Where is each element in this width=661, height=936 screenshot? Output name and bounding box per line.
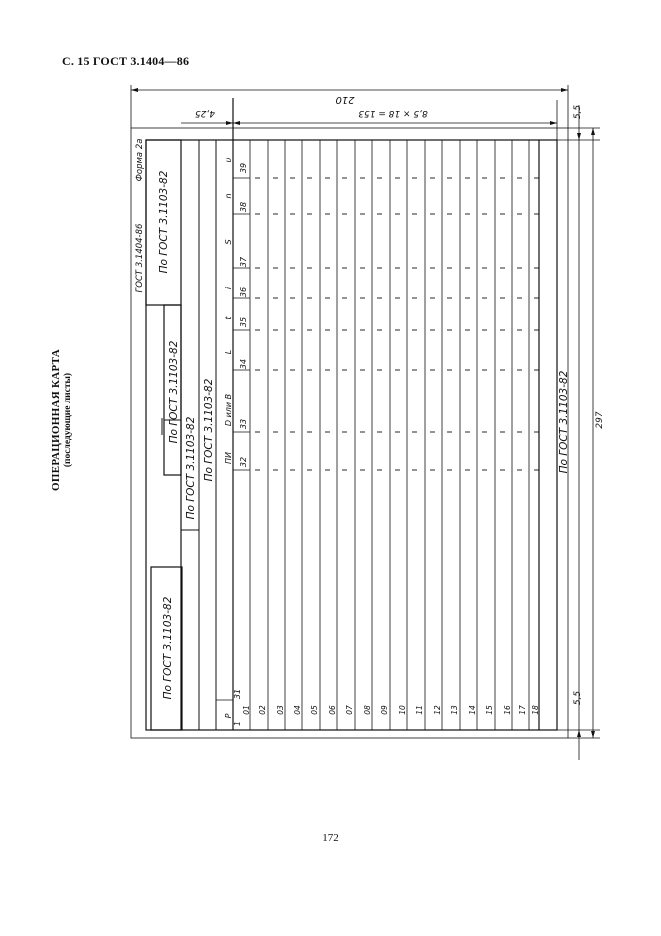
row-label: 06 [328, 705, 337, 715]
col-header-l: L [224, 349, 233, 355]
col-header-v: υ [224, 157, 233, 163]
arrow-1 [131, 88, 138, 92]
col-header-35: 35 [239, 316, 248, 328]
form-lines [131, 85, 600, 760]
arrow-2 [561, 88, 568, 92]
dim-arrows [131, 88, 595, 738]
cell-dashes [255, 178, 539, 470]
ref-top-block: По ГОСТ 3.1103-82 [158, 170, 170, 274]
col-header-d: D или В [224, 393, 233, 427]
row-label: 15 [485, 705, 494, 715]
arrow-8 [577, 133, 581, 140]
document-subtitle: (последующие листы) [63, 372, 73, 468]
ref-step-block-2: По ГОСТ 3.1103-82 [185, 416, 197, 520]
row-label: 03 [276, 705, 285, 715]
col-header-31: 31 [233, 688, 242, 700]
col-header-s: S [224, 239, 233, 245]
arrow-7 [591, 731, 595, 738]
ref-left-block: По ГОСТ 3.1103-82 [162, 596, 174, 700]
document-title: ОПЕРАЦИОННАЯ КАРТА [50, 348, 62, 492]
col-header-34: 34 [239, 358, 248, 370]
col-header-38: 38 [239, 201, 248, 213]
ref-step-block-3: По ГОСТ 3.1103-82 [203, 378, 215, 482]
row-label: 12 [433, 705, 442, 715]
arrow-4 [550, 121, 557, 125]
arrow-6 [591, 128, 595, 135]
row-label: 08 [363, 705, 372, 715]
row-label: 16 [503, 705, 512, 715]
dim-text-bottom-margin: 5,5 [573, 690, 583, 706]
row-label: 04 [293, 705, 302, 715]
dim-text-425: 4,25 [194, 108, 216, 118]
row-label: 09 [380, 705, 389, 715]
ref-step-block-1: По ГОСТ 3.1103-82 [168, 340, 180, 444]
dim-text-153: 8,5 × 18 = 153 [358, 108, 428, 118]
page-header: С. 15 ГОСТ 3.1404—86 [62, 54, 190, 68]
col-header-36: 36 [239, 286, 248, 298]
dim-text-210: 210 [335, 94, 355, 105]
row-label: 18 [531, 705, 540, 715]
row-first-number: 1 [233, 721, 242, 726]
row-label: 10 [398, 705, 407, 715]
row-label: 13 [450, 705, 459, 715]
arrow-3 [233, 121, 240, 125]
col-header-n: n [224, 193, 233, 199]
row-label: 01 [242, 705, 251, 715]
col-header-32: 32 [239, 456, 248, 468]
dim-text-297: 297 [595, 411, 605, 429]
col-header-t: t [224, 316, 233, 320]
row-label: 11 [415, 705, 424, 715]
col-header-33: 33 [239, 418, 248, 430]
row-label: 07 [345, 705, 354, 715]
form-label: Форма 2а [135, 138, 145, 182]
col-header-pi: ПИ [224, 452, 233, 464]
col-header-p: Р [224, 713, 233, 719]
dim-text-top-margin: 5,5 [573, 104, 583, 120]
row-label: 17 [518, 705, 527, 715]
col-header-37: 37 [239, 256, 248, 268]
row-label: 14 [468, 705, 477, 715]
ref-bottom: По ГОСТ 3.1103-82 [558, 370, 570, 474]
col-header-39: 39 [239, 162, 248, 174]
col-header-i: i [224, 286, 233, 290]
row-label: 05 [310, 705, 319, 715]
page-number: 172 [322, 832, 339, 844]
arrow-5 [226, 121, 233, 125]
standard-label: ГОСТ 3.1404-86 [135, 223, 145, 293]
arrow-9 [577, 730, 581, 737]
row-label: 02 [258, 705, 267, 715]
